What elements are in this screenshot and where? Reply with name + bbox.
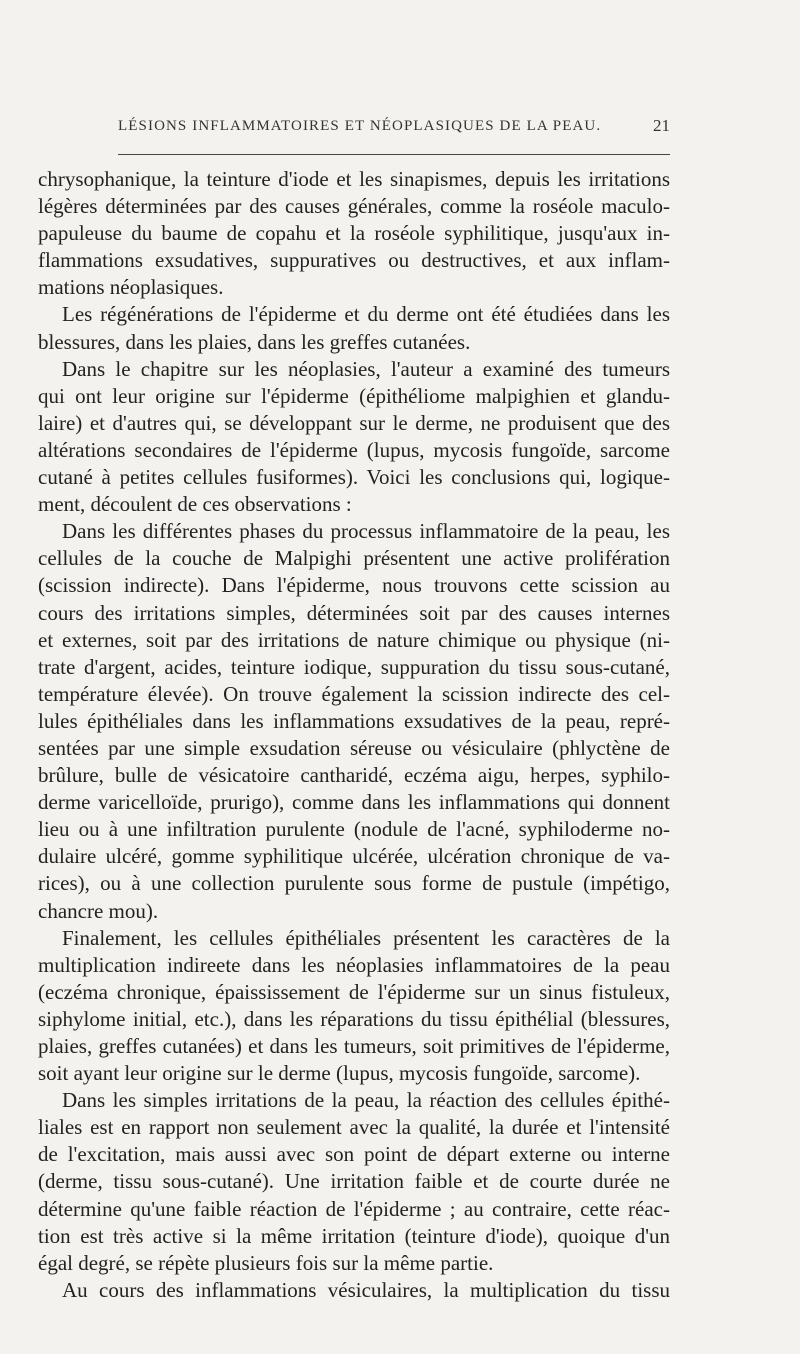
text-line: Au cours des inflammations vésiculaires, la multiplication du tissu	[62, 1277, 670, 1302]
text-line: ment, découlent de ces observations :	[38, 492, 352, 517]
text-line: dulaire ulcéré, gomme syphilitique ulcérée, ulcération chronique de va-	[38, 844, 670, 869]
text-line: chrysophanique, la teinture d'iode et les sinapismes, depuis les irritations	[38, 167, 670, 191]
text-line: qui ont leur origine sur l'épiderme (épithéliome malpighien et glandu-	[38, 383, 670, 408]
text-line: siphylome initial, etc.), dans les réparations du tissu épithélial (blessures,	[38, 1006, 670, 1031]
text-line: lules épithéliales dans les inflammations exsudatives de la peau, repré-	[38, 708, 670, 733]
text-line: rices), ou à une collection purulente sous forme de pustule (impétigo,	[38, 871, 670, 896]
running-header	[118, 118, 670, 135]
text-line: chancre mou).	[38, 898, 159, 923]
text-line: blessures, dans les plaies, dans les greffes cutanées.	[38, 329, 471, 354]
text-line: détermine qu'une faible réaction de l'épiderme ; au contraire, cette réac-	[38, 1196, 670, 1221]
text-line: soit ayant leur origine sur le derme (lupus, mycosis fungoïde, sarcome).	[38, 1061, 641, 1086]
header-rule	[118, 154, 670, 155]
text-line: de l'excitation, mais aussi avec son point de départ externe ou interne	[38, 1142, 670, 1167]
text-line: Dans le chapitre sur les néoplasies, l'auteur a examiné des tumeurs	[62, 356, 670, 381]
page-number: 21	[653, 116, 670, 135]
text-line: plaies, greffes cutanées) et dans les tumeurs, soit primitives de l'épiderme,	[38, 1034, 670, 1058]
text-line: brûlure, bulle de vésicatoire cantharidé, eczéma aigu, herpes, syphilo-	[38, 763, 670, 788]
text-line: et externes, soit par des irritations de nature chimique ou physique (ni-	[38, 627, 670, 652]
text-line: (scission indirecte). Dans l'épiderme, nous trouvons cette scission au	[38, 573, 670, 598]
text-line: papuleuse du baume de copahu et la roséole syphilitique, jusqu'aux in-	[38, 221, 670, 246]
text-line: sentées par une simple exsudation séreuse ou vésiculaire (phlyctène de	[38, 735, 670, 760]
text-line: cellules de la couche de Malpighi présentent une active prolifération	[38, 546, 670, 571]
text-line: tion est très active si la même irritation (teinture d'iode), quoique d'un	[38, 1223, 670, 1248]
text-line: température élevée). On trouve également la scission indirecte des cel-	[38, 681, 670, 706]
text-line: Dans les simples irritations de la peau, la réaction des cellules épithé-	[62, 1088, 670, 1113]
text-line: derme varicelloïde, prurigo), comme dans les inflammations qui donnent	[38, 790, 670, 815]
text-line: multiplication indireete dans les néoplasies inflammatoires de la peau	[38, 952, 670, 977]
body-text	[38, 166, 670, 1304]
text-line: (eczéma chronique, épaississement de l'épiderme sur un sinus fistuleux,	[38, 979, 670, 1004]
text-line: égal degré, se répète plusieurs fois sur la même partie.	[38, 1250, 494, 1275]
text-line: laire) et d'autres qui, se développant sur le derme, ne produisent que des	[38, 410, 670, 435]
text-line: altérations secondaires de l'épiderme (lupus, mycosis fungoïde, sarcome	[38, 437, 670, 462]
text-line: mations néoplasiques.	[38, 275, 224, 300]
text-line: légères déterminées par des causes générales, comme la roséole maculo-	[38, 194, 670, 219]
text-line: cours des irritations simples, déterminées soit par des causes internes	[38, 600, 670, 625]
text-line: trate d'argent, acides, teinture iodique, suppuration du tissu sous-cutané,	[38, 654, 670, 679]
text-line: liales est en rapport non seulement avec la qualité, la durée et l'intensité	[38, 1115, 670, 1140]
text-line: lieu ou à une infiltration purulente (nodule de l'acné, syphiloderme no-	[38, 817, 670, 842]
running-title: LÉSIONS INFLAMMATOIRES ET NÉOPLASIQUES DE LA PEAU.	[118, 118, 602, 134]
text-line: flammations exsudatives, suppuratives ou destructives, et aux inflam-	[38, 248, 670, 273]
text-line: Les régénérations de l'épiderme et du derme ont été étudiées dans les	[62, 302, 670, 327]
text-line: cutané à petites cellules fusiformes). Voici les conclusions qui, logique-	[38, 465, 670, 490]
text-line: Finalement, les cellules épithéliales présentent les caractères de la	[62, 925, 670, 950]
text-line: (derme, tissu sous-cutané). Une irritation faible et de courte durée ne	[38, 1169, 670, 1194]
text-line: Dans les différentes phases du processus inflammatoire de la peau, les	[62, 519, 670, 544]
